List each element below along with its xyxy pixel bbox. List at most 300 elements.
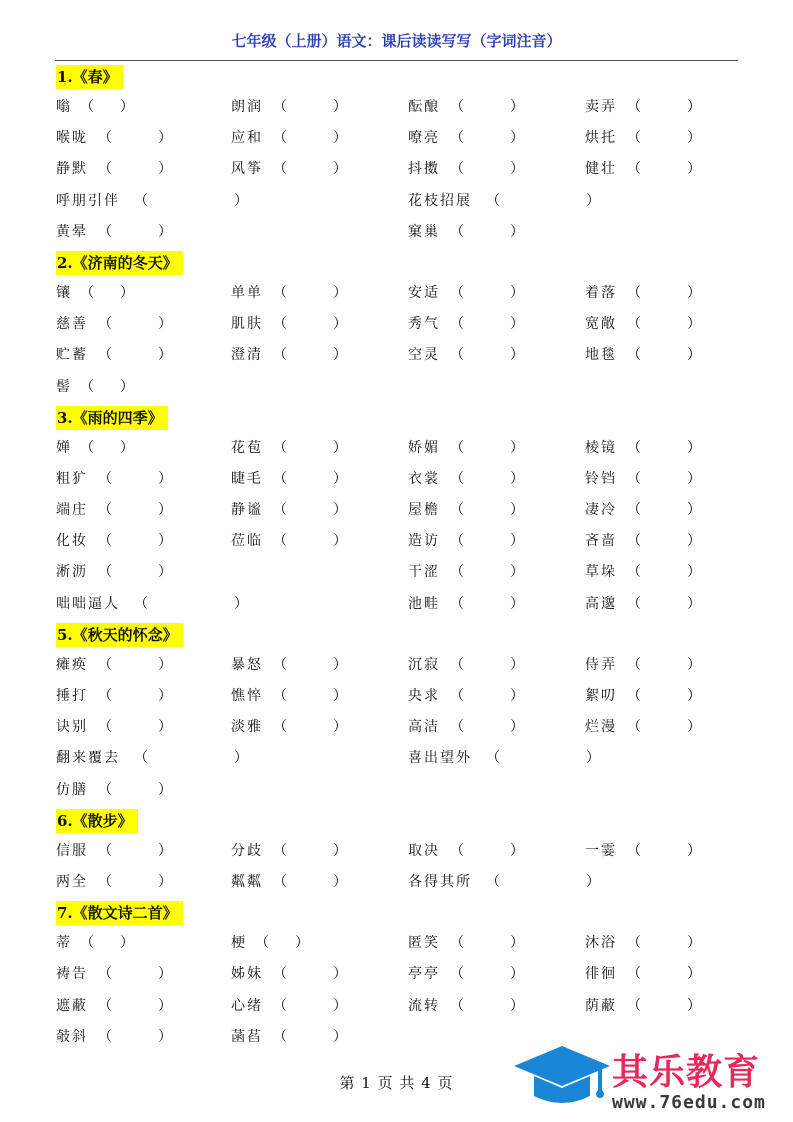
vocab-item <box>56 867 172 898</box>
pinyin-blank-close: ） <box>510 470 524 487</box>
vocab-item <box>56 1022 172 1053</box>
pinyin-blank-close: ） <box>333 347 347 364</box>
pinyin-blank-close: ） <box>687 533 701 550</box>
pinyin-blank-close: ） <box>510 595 524 612</box>
vocab-item <box>585 464 701 495</box>
vocab-item <box>56 928 134 959</box>
section-title: 6.《散步》 <box>56 809 138 833</box>
vocab-item <box>585 557 701 588</box>
vocab-item <box>408 836 524 867</box>
lesson-section <box>56 898 736 1053</box>
pinyin-blank-close: ） <box>510 935 524 952</box>
vocab-word: 仿膳 <box>56 781 88 798</box>
pinyin-blank-open: （ <box>98 719 112 736</box>
pinyin-blank-open: （ <box>273 1028 287 1045</box>
vocab-word: 嗡 <box>56 99 72 115</box>
pinyin-blank-open: （ <box>98 533 112 550</box>
vocab-word: 咄咄逼人 <box>56 595 120 612</box>
pinyin-blank-close: ） <box>510 99 524 115</box>
vocab-item <box>56 743 248 774</box>
vocab-word: 造访 <box>408 533 440 550</box>
vocab-word: 镶 <box>56 284 72 301</box>
page-title: 七年级（上册）语文：课后读读写写（字词注音） <box>231 32 562 50</box>
pinyin-blank-close: ） <box>687 935 701 952</box>
vocab-word: 淡雅 <box>231 719 263 736</box>
vocab-row <box>56 928 736 959</box>
lesson-section <box>56 620 736 806</box>
pinyin-blank-close: ） <box>510 688 524 704</box>
vocab-item <box>231 495 347 526</box>
vocab-item <box>408 123 524 154</box>
pinyin-blank-close: ） <box>687 688 701 704</box>
vocab-row <box>56 650 736 681</box>
pinyin-blank-open: （ <box>273 347 287 364</box>
vocab-word: 屋檐 <box>408 502 440 519</box>
pinyin-blank-open: （ <box>98 781 112 798</box>
brand-name: 其乐教育 <box>612 1052 761 1093</box>
vocab-word: 亭亭 <box>408 966 440 983</box>
vocab-word: 匿笑 <box>408 935 440 952</box>
pinyin-blank-close: ） <box>333 997 347 1014</box>
pinyin-blank-open: （ <box>134 750 148 767</box>
vocab-word: 酝酿 <box>408 99 440 115</box>
pinyin-blank-open: （ <box>98 223 112 240</box>
pinyin-blank-close: ） <box>158 223 172 240</box>
vocab-item <box>231 959 347 990</box>
vocab-word: 一霎 <box>585 842 617 859</box>
pinyin-blank-open: （ <box>627 719 641 736</box>
pinyin-blank-close: ） <box>158 997 172 1014</box>
pinyin-blank-open: （ <box>627 470 641 487</box>
pinyin-blank-close: ） <box>510 161 524 178</box>
vocab-item <box>56 712 172 743</box>
lesson-section <box>56 248 736 403</box>
vocab-item <box>56 836 172 867</box>
pinyin-blank-close: ） <box>510 842 524 859</box>
pinyin-blank-close: ） <box>333 284 347 301</box>
vocab-row <box>56 991 736 1022</box>
lesson-section <box>56 806 736 898</box>
vocab-item <box>56 309 172 340</box>
pinyin-blank-close: ） <box>333 1028 347 1045</box>
pinyin-blank-close: ） <box>510 997 524 1014</box>
vocab-row <box>56 743 736 774</box>
vocab-item <box>408 557 524 588</box>
pinyin-blank-open: （ <box>627 935 641 952</box>
pinyin-blank-open: （ <box>450 223 464 240</box>
vocab-item <box>231 928 309 959</box>
pinyin-blank-open: （ <box>98 470 112 487</box>
vocab-word: 央求 <box>408 688 440 704</box>
vocab-word: 流转 <box>408 997 440 1014</box>
pinyin-blank-close: ） <box>510 316 524 333</box>
pinyin-blank-close: ） <box>158 656 172 673</box>
lesson-section <box>56 62 736 248</box>
vocab-word: 淅沥 <box>56 564 88 581</box>
vocab-item <box>408 217 524 248</box>
vocab-word: 粼粼 <box>231 873 263 890</box>
vocab-word: 各得其所 <box>408 873 472 890</box>
pinyin-blank-close: ） <box>333 316 347 333</box>
pinyin-blank-close: ） <box>687 595 701 612</box>
vocab-word: 遮蔽 <box>56 997 88 1014</box>
section-title: 1.《春》 <box>56 65 123 89</box>
vocab-word: 风筝 <box>231 161 263 178</box>
vocab-word: 窠巢 <box>408 223 440 240</box>
pinyin-blank-open: （ <box>627 533 641 550</box>
pinyin-blank-open: （ <box>486 750 500 767</box>
vocab-item <box>408 867 600 898</box>
pinyin-blank-open: （ <box>627 997 641 1014</box>
vocab-item <box>231 92 347 123</box>
pinyin-blank-close: ） <box>687 997 701 1014</box>
vocab-item <box>56 775 172 806</box>
pinyin-blank-close: ） <box>687 316 701 333</box>
vocab-item <box>231 991 347 1022</box>
vocab-word: 黄晕 <box>56 223 88 240</box>
vocab-word: 朗润 <box>231 99 263 115</box>
vocab-item <box>231 681 347 712</box>
vocab-word: 嘹亮 <box>408 130 440 147</box>
vocab-word: 侍弄 <box>585 656 617 673</box>
brand-url: www.76edu.com <box>612 1092 766 1113</box>
pinyin-blank-open: （ <box>450 99 464 115</box>
pinyin-blank-open: （ <box>627 966 641 983</box>
vocab-word: 烂漫 <box>585 719 617 736</box>
pinyin-blank-close: ） <box>333 439 347 456</box>
vocab-item <box>231 154 347 185</box>
vocab-item <box>56 372 134 403</box>
section-title: 5.《秋天的怀念》 <box>56 623 183 647</box>
vocab-item <box>585 589 701 620</box>
vocabulary-list <box>56 62 736 1053</box>
vocab-word: 静默 <box>56 161 88 178</box>
vocab-item <box>56 464 172 495</box>
pinyin-blank-close: ） <box>158 873 172 890</box>
vocab-item <box>231 650 347 681</box>
vocab-item <box>56 959 172 990</box>
vocab-word: 池畦 <box>408 595 440 612</box>
vocab-item <box>231 464 347 495</box>
vocab-item <box>585 650 701 681</box>
pinyin-blank-close: ） <box>510 966 524 983</box>
pinyin-blank-open: （ <box>450 842 464 859</box>
vocab-row <box>56 92 736 123</box>
section-title: 7.《散文诗二首》 <box>56 901 183 925</box>
vocab-word: 心绪 <box>231 997 263 1014</box>
vocab-word: 髻 <box>56 378 72 395</box>
pinyin-blank-open: （ <box>627 595 641 612</box>
vocab-word: 娇媚 <box>408 439 440 456</box>
vocab-word: 诀别 <box>56 719 88 736</box>
vocab-word: 花苞 <box>231 439 263 456</box>
vocab-row <box>56 867 736 898</box>
pinyin-blank-open: （ <box>80 99 94 115</box>
pinyin-blank-open: （ <box>273 284 287 301</box>
pinyin-blank-open: （ <box>486 192 500 209</box>
vocab-item <box>56 433 134 464</box>
vocab-item <box>585 340 701 371</box>
pinyin-blank-open: （ <box>450 347 464 364</box>
vocab-word: 铃铛 <box>585 470 617 487</box>
vocab-item <box>585 123 701 154</box>
vocab-word: 梗 <box>231 935 247 952</box>
vocab-word: 衣裳 <box>408 470 440 487</box>
pinyin-blank-open: （ <box>273 470 287 487</box>
pinyin-blank-close: ） <box>158 316 172 333</box>
pinyin-blank-close: ） <box>234 750 248 767</box>
vocab-word: 莅临 <box>231 533 263 550</box>
pinyin-blank-open: （ <box>450 688 464 704</box>
vocab-item <box>585 959 701 990</box>
vocab-word: 分歧 <box>231 842 263 859</box>
vocab-item <box>231 123 347 154</box>
pinyin-blank-open: （ <box>273 997 287 1014</box>
lesson-section <box>56 403 736 620</box>
pinyin-blank-open: （ <box>98 688 112 704</box>
vocab-item <box>585 526 701 557</box>
pinyin-blank-close: ） <box>120 935 134 952</box>
pinyin-blank-open: （ <box>627 502 641 519</box>
pinyin-blank-close: ） <box>158 347 172 364</box>
vocab-word: 贮蓄 <box>56 347 88 364</box>
pinyin-blank-open: （ <box>450 502 464 519</box>
vocab-item <box>585 928 701 959</box>
vocab-item <box>231 433 347 464</box>
vocab-item <box>585 681 701 712</box>
pinyin-blank-open: （ <box>273 842 287 859</box>
vocab-word: 烘托 <box>585 130 617 147</box>
vocab-item <box>408 154 524 185</box>
pinyin-blank-open: （ <box>98 1028 112 1045</box>
vocab-word: 喜出望外 <box>408 750 472 767</box>
vocab-row <box>56 372 736 403</box>
pinyin-blank-open: （ <box>627 161 641 178</box>
vocab-item <box>585 92 701 123</box>
vocab-item <box>231 309 347 340</box>
vocab-word: 高邈 <box>585 595 617 612</box>
vocab-item <box>408 681 524 712</box>
vocab-item <box>408 589 524 620</box>
page-number: 第 1 页 共 4 页 <box>339 1074 454 1092</box>
pinyin-blank-open: （ <box>486 873 500 890</box>
vocab-row <box>56 712 736 743</box>
vocab-row <box>56 217 736 248</box>
pinyin-blank-close: ） <box>158 502 172 519</box>
pinyin-blank-open: （ <box>98 316 112 333</box>
pinyin-blank-close: ） <box>687 470 701 487</box>
vocab-row <box>56 495 736 526</box>
pinyin-blank-close: ） <box>510 656 524 673</box>
pinyin-blank-open: （ <box>627 842 641 859</box>
vocab-word: 慈善 <box>56 316 88 333</box>
vocab-word: 肌肤 <box>231 316 263 333</box>
vocab-word: 应和 <box>231 130 263 147</box>
vocab-item <box>231 278 347 309</box>
vocab-item <box>585 495 701 526</box>
pinyin-blank-open: （ <box>273 719 287 736</box>
vocab-item <box>585 712 701 743</box>
vocab-item <box>585 991 701 1022</box>
pinyin-blank-close: ） <box>333 656 347 673</box>
vocab-word: 絮叨 <box>585 688 617 704</box>
pinyin-blank-close: ） <box>510 564 524 581</box>
vocab-word: 姊妹 <box>231 966 263 983</box>
pinyin-blank-open: （ <box>98 656 112 673</box>
pinyin-blank-open: （ <box>627 130 641 147</box>
pinyin-blank-open: （ <box>273 439 287 456</box>
vocab-item <box>585 278 701 309</box>
pinyin-blank-open: （ <box>273 130 287 147</box>
pinyin-blank-open: （ <box>273 533 287 550</box>
vocab-word: 草垛 <box>585 564 617 581</box>
vocab-row <box>56 433 736 464</box>
graduation-cap-icon <box>512 1044 612 1114</box>
pinyin-blank-close: ） <box>158 719 172 736</box>
vocab-word: 地毯 <box>585 347 617 364</box>
pinyin-blank-close: ） <box>333 99 347 115</box>
vocab-word: 取决 <box>408 842 440 859</box>
vocab-word: 蒂 <box>56 935 72 952</box>
vocab-word: 吝啬 <box>585 533 617 550</box>
section-title: 3.《雨的四季》 <box>56 406 168 430</box>
vocab-word: 沉寂 <box>408 656 440 673</box>
pinyin-blank-open: （ <box>627 347 641 364</box>
vocab-word: 干涩 <box>408 564 440 581</box>
vocab-word: 高洁 <box>408 719 440 736</box>
pinyin-blank-close: ） <box>510 719 524 736</box>
pinyin-blank-close: ） <box>510 284 524 301</box>
pinyin-blank-close: ） <box>687 564 701 581</box>
vocab-word: 端庄 <box>56 502 88 519</box>
vocab-item <box>231 867 347 898</box>
vocab-item <box>56 154 172 185</box>
pinyin-blank-close: ） <box>687 99 701 115</box>
vocab-row <box>56 464 736 495</box>
brand-logo <box>512 1044 787 1114</box>
pinyin-blank-close: ） <box>158 781 172 798</box>
pinyin-blank-close: ） <box>333 966 347 983</box>
pinyin-blank-close: ） <box>333 130 347 147</box>
pinyin-blank-open: （ <box>627 564 641 581</box>
vocab-item <box>231 712 347 743</box>
vocab-item <box>408 464 524 495</box>
pinyin-blank-open: （ <box>450 966 464 983</box>
pinyin-blank-open: （ <box>450 935 464 952</box>
vocab-word: 祷告 <box>56 966 88 983</box>
pinyin-blank-open: （ <box>450 656 464 673</box>
pinyin-blank-close: ） <box>687 502 701 519</box>
vocab-word: 化妆 <box>56 533 88 550</box>
pinyin-blank-open: （ <box>98 873 112 890</box>
pinyin-blank-open: （ <box>450 719 464 736</box>
vocab-row <box>56 278 736 309</box>
vocab-row <box>56 186 736 217</box>
pinyin-blank-close: ） <box>158 1028 172 1045</box>
vocab-item <box>408 928 524 959</box>
pinyin-blank-open: （ <box>98 997 112 1014</box>
pinyin-blank-open: （ <box>273 99 287 115</box>
pinyin-blank-open: （ <box>450 470 464 487</box>
pinyin-blank-open: （ <box>98 161 112 178</box>
pinyin-blank-close: ） <box>687 161 701 178</box>
pinyin-blank-open: （ <box>80 284 94 301</box>
vocab-item <box>56 991 172 1022</box>
pinyin-blank-open: （ <box>98 347 112 364</box>
vocab-word: 着落 <box>585 284 617 301</box>
vocab-item <box>408 991 524 1022</box>
vocab-word: 喉咙 <box>56 130 88 147</box>
vocab-row <box>56 526 736 557</box>
vocab-word: 婵 <box>56 439 72 456</box>
header-divider <box>55 60 738 61</box>
vocab-word: 睫毛 <box>231 470 263 487</box>
vocab-item <box>408 526 524 557</box>
vocab-word: 攲斜 <box>56 1028 88 1045</box>
vocab-item <box>408 186 600 217</box>
vocab-item <box>56 557 172 588</box>
vocab-word: 徘徊 <box>585 966 617 983</box>
vocab-item <box>56 278 134 309</box>
vocab-word: 两全 <box>56 873 88 890</box>
pinyin-blank-close: ） <box>510 502 524 519</box>
pinyin-blank-close: ） <box>333 688 347 704</box>
vocab-word: 荫蔽 <box>585 997 617 1014</box>
pinyin-blank-close: ） <box>333 502 347 519</box>
pinyin-blank-open: （ <box>450 564 464 581</box>
pinyin-blank-close: ） <box>333 873 347 890</box>
vocab-word: 呼朋引伴 <box>56 192 120 209</box>
vocab-row <box>56 836 736 867</box>
pinyin-blank-open: （ <box>98 564 112 581</box>
vocab-item <box>585 433 701 464</box>
pinyin-blank-open: （ <box>627 688 641 704</box>
pinyin-blank-close: ） <box>158 533 172 550</box>
vocab-word: 安适 <box>408 284 440 301</box>
vocab-word: 信服 <box>56 842 88 859</box>
pinyin-blank-close: ） <box>510 130 524 147</box>
pinyin-blank-close: ） <box>586 192 600 209</box>
vocab-item <box>408 650 524 681</box>
vocab-word: 凄冷 <box>585 502 617 519</box>
pinyin-blank-close: ） <box>120 284 134 301</box>
pinyin-blank-open: （ <box>98 966 112 983</box>
pinyin-blank-close: ） <box>510 223 524 240</box>
vocab-row <box>56 959 736 990</box>
pinyin-blank-close: ） <box>120 439 134 456</box>
vocab-item <box>408 340 524 371</box>
pinyin-blank-close: ） <box>120 378 134 395</box>
vocab-word: 卖弄 <box>585 99 617 115</box>
vocab-row <box>56 123 736 154</box>
vocab-word: 澄清 <box>231 347 263 364</box>
vocab-item <box>56 495 172 526</box>
vocab-item <box>56 123 172 154</box>
pinyin-blank-close: ） <box>158 470 172 487</box>
pinyin-blank-open: （ <box>450 533 464 550</box>
pinyin-blank-close: ） <box>158 966 172 983</box>
vocab-word: 单单 <box>231 284 263 301</box>
vocab-item <box>56 650 172 681</box>
pinyin-blank-close: ） <box>687 130 701 147</box>
vocab-word: 翻来覆去 <box>56 750 120 767</box>
pinyin-blank-open: （ <box>255 935 269 952</box>
pinyin-blank-close: ） <box>333 470 347 487</box>
pinyin-blank-open: （ <box>80 935 94 952</box>
pinyin-blank-open: （ <box>450 997 464 1014</box>
pinyin-blank-close: ） <box>510 439 524 456</box>
pinyin-blank-open: （ <box>273 656 287 673</box>
